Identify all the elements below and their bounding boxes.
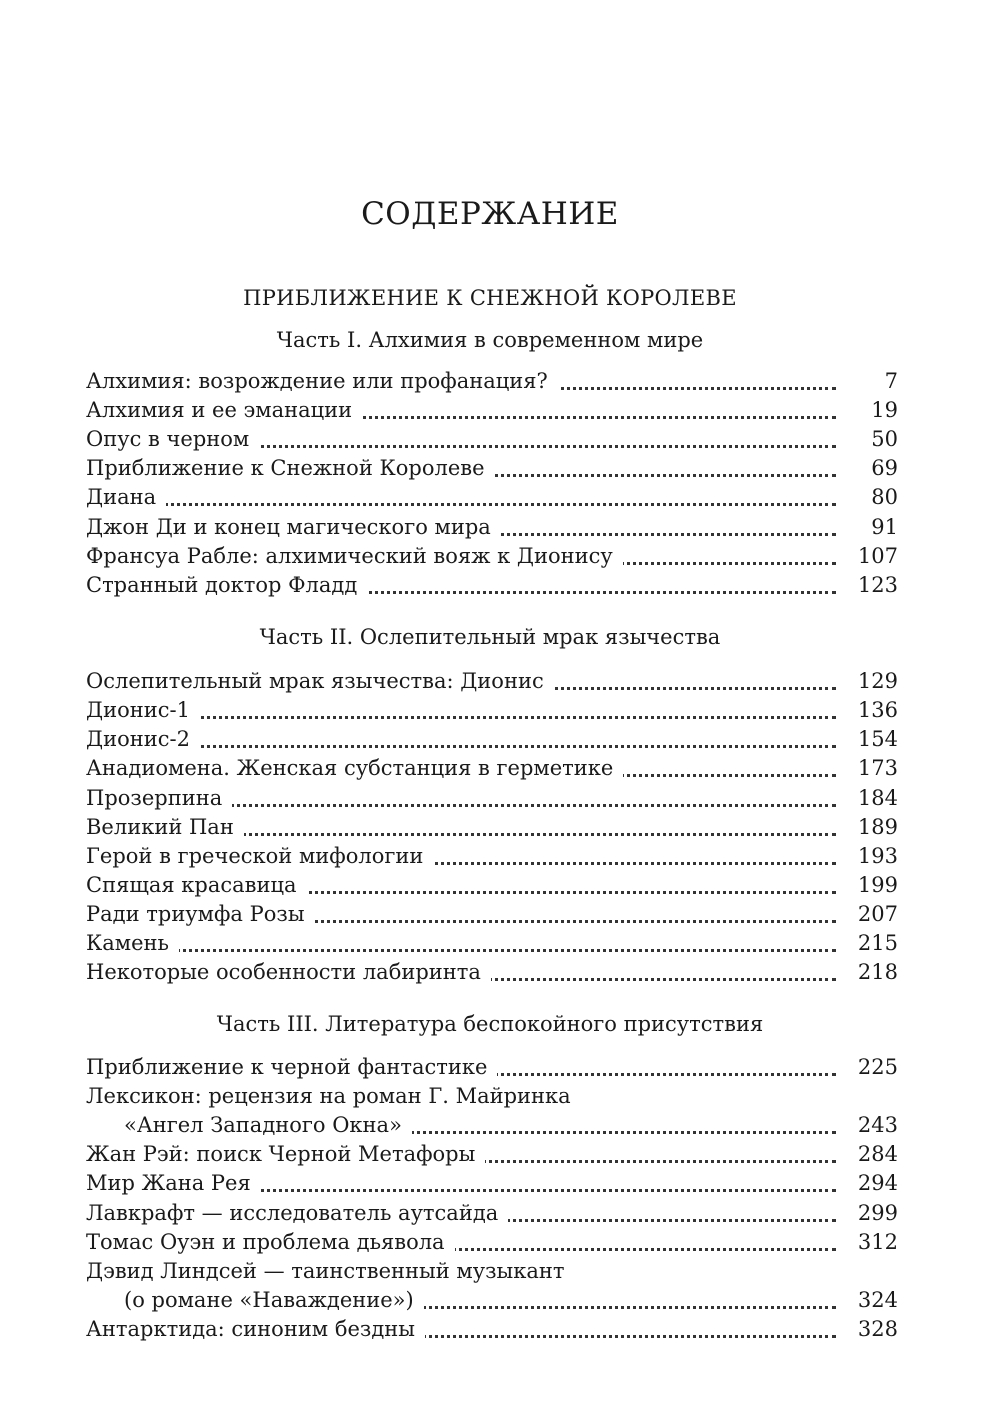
entry-title[interactable]: Лексикон: рецензия на роман Г. Майринка (86, 1084, 571, 1108)
entry-title: Франсуа Рабле: алхимический вояж к Дионису (86, 544, 623, 568)
entry-page: 294 (852, 1169, 898, 1198)
toc-entry[interactable] (86, 1053, 898, 1082)
toc-entry[interactable] (86, 1228, 898, 1257)
entry-title: Приближение к Снежной Королеве (86, 456, 495, 480)
entry-page: 123 (852, 571, 898, 600)
toc-entry[interactable] (86, 1169, 898, 1198)
toc-entry[interactable] (86, 367, 898, 396)
toc-entry[interactable] (86, 396, 898, 425)
entry-title: Великий Пан (86, 815, 244, 839)
entry-title: Диана (86, 485, 166, 509)
toc-entry[interactable] (86, 425, 898, 454)
toc-entry[interactable] (86, 725, 898, 754)
entry-page: 199 (852, 871, 898, 900)
toc-entry[interactable] (86, 542, 898, 571)
toc-entry[interactable] (86, 929, 898, 958)
entry-title: Лавкрафт — исследователь аутсайда (86, 1201, 508, 1225)
entry-title: Камень (86, 931, 179, 955)
toc-entry[interactable] (86, 958, 898, 987)
entry-page: 50 (865, 425, 898, 454)
toc-entry[interactable] (86, 571, 898, 600)
entry-title: Дионис-2 (86, 727, 200, 751)
entry-page: 328 (852, 1315, 898, 1344)
entry-page: 218 (852, 958, 898, 987)
entry-page: 107 (852, 542, 898, 571)
entry-title: Алхимия: возрождение или профанация? (86, 369, 558, 393)
entry-title: Антарктида: синоним бездны (86, 1317, 425, 1341)
entry-page: 284 (852, 1140, 898, 1169)
toc-entry[interactable] (86, 871, 898, 900)
entry-page: 243 (852, 1111, 898, 1140)
entry-title: Мир Жана Рея (86, 1171, 261, 1195)
toc-entry[interactable] (86, 1315, 898, 1344)
toc-entry[interactable] (86, 784, 898, 813)
entry-title-continuation: «Ангел Западного Окна» (86, 1113, 412, 1137)
entry-page: 91 (865, 513, 898, 542)
page-title: СОДЕРЖАНИЕ (361, 196, 619, 232)
entry-title: Прозерпина (86, 786, 232, 810)
entry-page: 136 (852, 696, 898, 725)
part-title: Часть II. Ослепительный мрак язычества (259, 625, 721, 649)
toc-entry[interactable] (86, 842, 898, 871)
entry-title: Некоторые особенности лабиринта (86, 960, 491, 984)
toc-entry[interactable] (86, 483, 898, 512)
entry-page: 19 (865, 396, 898, 425)
toc-entry[interactable] (86, 1111, 898, 1140)
entry-title: Приближение к черной фантастике (86, 1055, 497, 1079)
toc-entry[interactable] (86, 1286, 898, 1315)
toc-entry[interactable] (86, 754, 898, 783)
entry-title: Анадиомена. Женская субстанция в герметике (86, 756, 623, 780)
entry-title: Спящая красавица (86, 873, 307, 897)
toc-entry[interactable] (86, 454, 898, 483)
entry-page: 129 (852, 667, 898, 696)
entry-title: Алхимия и ее эманации (86, 398, 362, 422)
entry-page: 193 (852, 842, 898, 871)
entry-page: 312 (852, 1228, 898, 1257)
entry-title: Джон Ди и конец магического мира (86, 515, 501, 539)
toc-entry[interactable] (86, 696, 898, 725)
entry-page: 184 (852, 784, 898, 813)
entry-title: Дионис-1 (86, 698, 200, 722)
entry-page: 225 (852, 1053, 898, 1082)
entry-title: Странный доктор Фладд (86, 573, 367, 597)
entry-page: 207 (852, 900, 898, 929)
entry-page: 324 (852, 1286, 898, 1315)
entry-page: 299 (852, 1199, 898, 1228)
entry-title: Герой в греческой мифологии (86, 844, 433, 868)
entry-page: 154 (852, 725, 898, 754)
entry-page: 215 (852, 929, 898, 958)
entry-page: 7 (879, 367, 898, 396)
part-title: Часть I. Алхимия в современном мире (276, 328, 704, 352)
entry-title[interactable]: Дэвид Линдсей — таинственный музыкант (86, 1259, 565, 1283)
entry-title-continuation: (о романе «Наваждение») (86, 1288, 424, 1312)
toc-entry[interactable] (86, 667, 898, 696)
toc-entry[interactable] (86, 900, 898, 929)
entry-title: Ослепительный мрак язычества: Дионис (86, 669, 554, 693)
entry-page: 173 (852, 754, 898, 783)
entry-page: 189 (852, 813, 898, 842)
entry-title: Томас Оуэн и проблема дьявола (86, 1230, 455, 1254)
entry-page: 80 (865, 483, 898, 512)
entry-title: Опус в черном (86, 427, 259, 451)
toc-entry[interactable] (86, 1199, 898, 1228)
toc-entry[interactable] (86, 1140, 898, 1169)
entry-title: Жан Рэй: поиск Черной Метафоры (86, 1142, 485, 1166)
toc-entry[interactable] (86, 513, 898, 542)
entry-title: Ради триумфа Розы (86, 902, 315, 926)
section-title: ПРИБЛИЖЕНИЕ К СНЕЖНОЙ КОРОЛЕВЕ (243, 286, 737, 310)
part-title: Часть III. Литература беспокойного присутствия (216, 1012, 764, 1036)
toc-entry[interactable] (86, 813, 898, 842)
entry-page: 69 (865, 454, 898, 483)
